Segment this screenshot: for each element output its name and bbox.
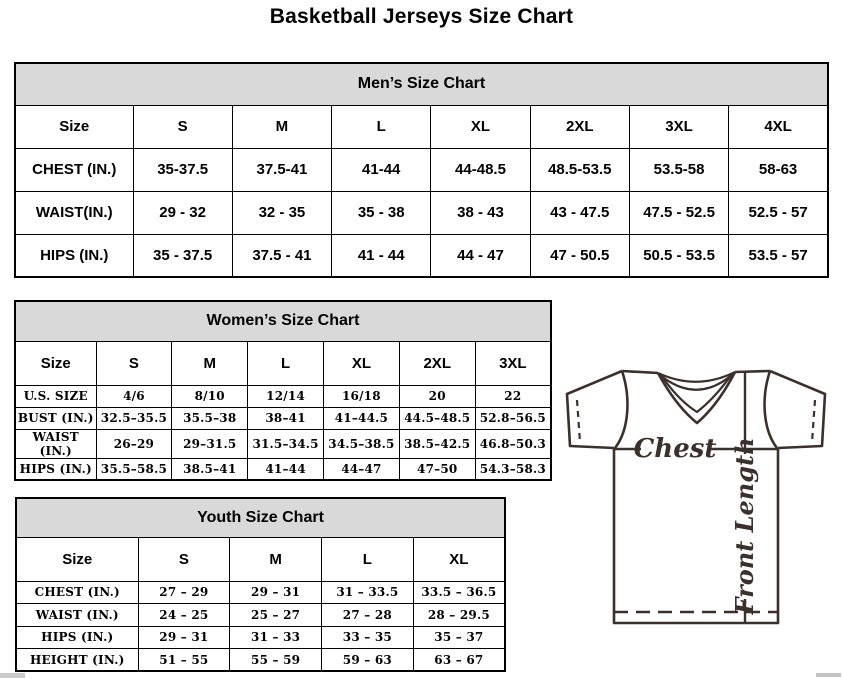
column-header: 2XL xyxy=(399,341,475,385)
table-cell: 37.5-41 xyxy=(232,148,331,191)
table-cell: 41–44 xyxy=(248,458,324,480)
table-cell: 41–44.5 xyxy=(323,407,399,429)
table-cell: 38.5–42.5 xyxy=(399,429,475,458)
row-label: HEIGHT (IN.) xyxy=(16,649,138,672)
jersey-sleeve-right-seam xyxy=(812,400,815,442)
table-cell: 59 – 63 xyxy=(322,649,414,672)
table-cell: 24 – 25 xyxy=(138,604,230,627)
table-cell: 29–31.5 xyxy=(172,429,248,458)
table-cell: 50.5 - 53.5 xyxy=(629,234,728,277)
table-cell: 8/10 xyxy=(172,385,248,407)
column-header: L xyxy=(332,105,431,148)
table-cell: 31 – 33.5 xyxy=(322,581,414,604)
jersey-sleeve-left xyxy=(567,371,622,448)
table-cell: 38.5–41 xyxy=(172,458,248,480)
row-label: CHEST (IN.) xyxy=(16,581,138,604)
womens-size-chart-table xyxy=(14,300,552,481)
column-header: XL xyxy=(431,105,530,148)
table-cell: 20 xyxy=(399,385,475,407)
table-cell: 32 - 35 xyxy=(232,191,331,234)
column-header: 2XL xyxy=(530,105,629,148)
table-cell: 26–29 xyxy=(96,429,172,458)
size-column-header: Size xyxy=(15,105,133,148)
table-title-row xyxy=(15,63,828,105)
column-header: S xyxy=(133,105,232,148)
table-row xyxy=(16,649,505,672)
table-cell: 46.8–50.3 xyxy=(475,429,551,458)
table-cell: 37.5 - 41 xyxy=(232,234,331,277)
jersey-collar-v-outer xyxy=(658,372,735,423)
table-cell: 34.5–38.5 xyxy=(323,429,399,458)
size-column-header: Size xyxy=(16,537,138,581)
column-header-row xyxy=(15,105,828,148)
table-row xyxy=(16,604,505,627)
table-cell: 55 – 59 xyxy=(230,649,322,672)
column-header: XL xyxy=(323,341,399,385)
table-cell: 53.5 - 57 xyxy=(729,234,828,277)
column-header: XL xyxy=(413,537,505,581)
table-title: Men’s Size Chart xyxy=(15,63,828,105)
jersey-shoulder-right xyxy=(735,371,770,372)
table-cell: 44-48.5 xyxy=(431,148,530,191)
row-label: WAIST(IN.) xyxy=(15,191,133,234)
jersey-armhole-right xyxy=(765,371,777,448)
table-cell: 35.5–38 xyxy=(172,407,248,429)
table-cell: 47.5 - 52.5 xyxy=(629,191,728,234)
table-row xyxy=(15,234,828,277)
column-header-row xyxy=(16,537,505,581)
size-column-header: Size xyxy=(15,341,96,385)
front-length-label: Front Length xyxy=(730,437,759,615)
table-cell: 27 – 28 xyxy=(322,604,414,627)
table-cell: 28 – 29.5 xyxy=(413,604,505,627)
table-row xyxy=(15,458,551,480)
table-cell: 52.5 - 57 xyxy=(729,191,828,234)
table-row xyxy=(15,191,828,234)
jersey-shoulder-left xyxy=(622,371,658,373)
table-cell: 44–47 xyxy=(323,458,399,480)
mens-size-chart-table xyxy=(14,62,829,278)
column-header: 3XL xyxy=(475,341,551,385)
column-header-row xyxy=(15,341,551,385)
table-cell: 35 – 37 xyxy=(413,626,505,649)
row-label: U.S. SIZE xyxy=(15,385,96,407)
row-label: HIPS (IN.) xyxy=(15,234,133,277)
table-cell: 41 - 44 xyxy=(332,234,431,277)
table-cell: 33.5 – 36.5 xyxy=(413,581,505,604)
table-cell: 35.5–58.5 xyxy=(96,458,172,480)
jersey-armhole-left xyxy=(615,371,627,448)
table-cell: 51 – 55 xyxy=(138,649,230,672)
table-cell: 47–50 xyxy=(399,458,475,480)
table-cell: 4/6 xyxy=(96,385,172,407)
table-cell: 33 – 35 xyxy=(322,626,414,649)
horizontal-scrollbar-fragment-right[interactable] xyxy=(816,673,841,677)
row-label: WAIST (IN.) xyxy=(16,604,138,627)
page-title: Basketball Jerseys Size Chart xyxy=(269,5,574,28)
table-row xyxy=(16,626,505,649)
jersey-sleeve-left-seam xyxy=(577,400,580,442)
jersey-sleeve-right xyxy=(770,371,825,448)
table-cell: 48.5-53.5 xyxy=(530,148,629,191)
youth-size-chart-table xyxy=(15,497,506,672)
column-header: M xyxy=(232,105,331,148)
column-header: L xyxy=(248,341,324,385)
table-cell: 32.5–35.5 xyxy=(96,407,172,429)
row-label: WAIST (IN.) xyxy=(15,429,96,458)
table-row xyxy=(15,407,551,429)
horizontal-scrollbar-fragment-left[interactable] xyxy=(0,673,25,678)
table-cell: 22 xyxy=(475,385,551,407)
table-cell: 27 – 29 xyxy=(138,581,230,604)
row-label: CHEST (IN.) xyxy=(15,148,133,191)
chest-label: Chest xyxy=(633,434,717,464)
table-cell: 35 - 37.5 xyxy=(133,234,232,277)
table-row xyxy=(15,148,828,191)
column-header: 4XL xyxy=(729,105,828,148)
table-cell: 31.5–34.5 xyxy=(248,429,324,458)
table-cell: 31 – 33 xyxy=(230,626,322,649)
column-header: S xyxy=(138,537,230,581)
table-title: Youth Size Chart xyxy=(16,498,505,537)
table-cell: 44 - 47 xyxy=(431,234,530,277)
table-cell: 41-44 xyxy=(332,148,431,191)
table-cell: 35 - 38 xyxy=(332,191,431,234)
table-row xyxy=(16,581,505,604)
column-header: S xyxy=(96,341,172,385)
table-cell: 63 – 67 xyxy=(413,649,505,672)
table-cell: 38–41 xyxy=(248,407,324,429)
table-title: Women’s Size Chart xyxy=(15,301,551,341)
table-cell: 54.3–58.3 xyxy=(475,458,551,480)
table-row xyxy=(15,385,551,407)
table-cell: 38 - 43 xyxy=(431,191,530,234)
column-header: L xyxy=(322,537,414,581)
table-row xyxy=(15,429,551,458)
row-label: BUST (IN.) xyxy=(15,407,96,429)
table-cell: 58-63 xyxy=(729,148,828,191)
table-cell: 47 - 50.5 xyxy=(530,234,629,277)
table-cell: 52.8–56.5 xyxy=(475,407,551,429)
table-cell: 53.5-58 xyxy=(629,148,728,191)
table-cell: 25 – 27 xyxy=(230,604,322,627)
column-header: 3XL xyxy=(629,105,728,148)
column-header: M xyxy=(172,341,248,385)
table-cell: 44.5–48.5 xyxy=(399,407,475,429)
table-cell: 29 - 32 xyxy=(133,191,232,234)
row-label: HIPS (IN.) xyxy=(16,626,138,649)
table-cell: 29 – 31 xyxy=(138,626,230,649)
table-title-row xyxy=(15,301,551,341)
jersey-measurement-diagram xyxy=(551,358,843,658)
row-label: HIPS (IN.) xyxy=(15,458,96,480)
table-cell: 16/18 xyxy=(323,385,399,407)
table-title-row xyxy=(16,498,505,537)
table-cell: 35-37.5 xyxy=(133,148,232,191)
table-cell: 43 - 47.5 xyxy=(530,191,629,234)
column-header: M xyxy=(230,537,322,581)
table-cell: 29 – 31 xyxy=(230,581,322,604)
table-cell: 12/14 xyxy=(248,385,324,407)
